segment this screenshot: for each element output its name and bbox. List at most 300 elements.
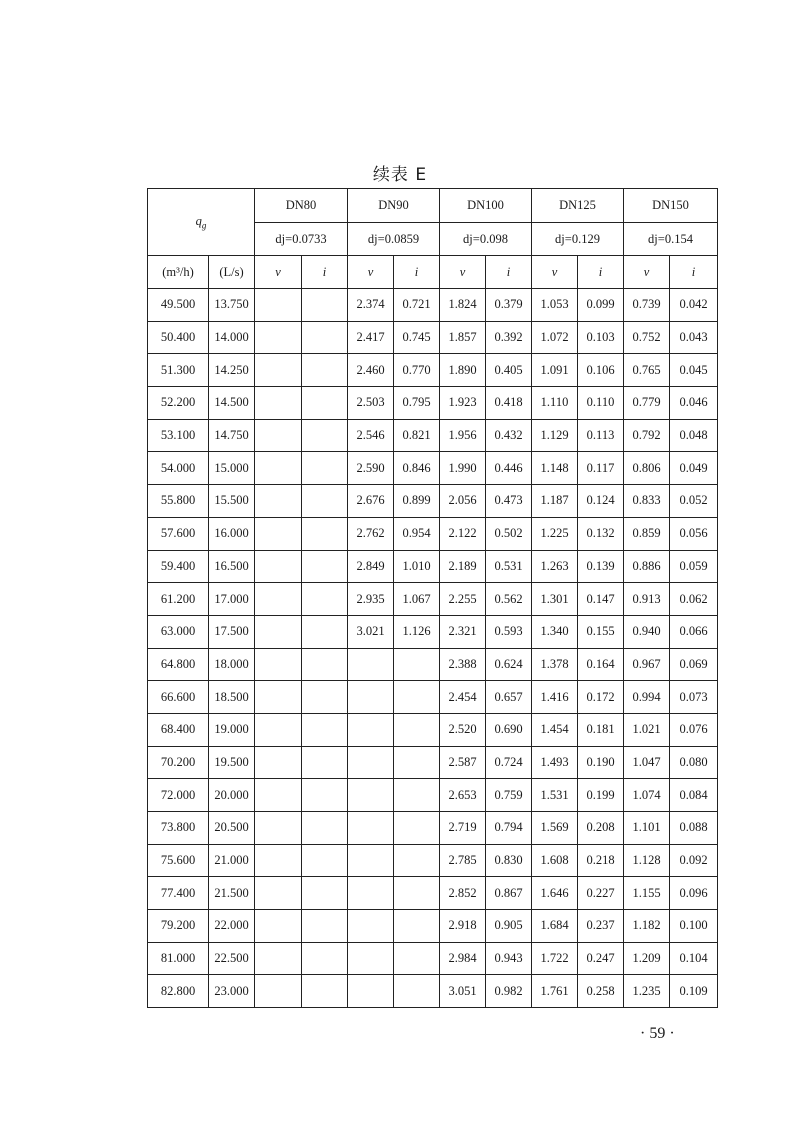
table-body — [148, 289, 718, 1008]
table-cell — [302, 419, 348, 452]
table-cell: 79.200 — [148, 910, 209, 943]
table-cell: 21.000 — [209, 844, 255, 877]
gradient-label: i — [670, 256, 718, 289]
table-row — [148, 942, 718, 975]
table-row — [148, 910, 718, 943]
table-cell — [302, 289, 348, 322]
table-cell: 82.800 — [148, 975, 209, 1008]
table-cell — [348, 779, 394, 812]
table-cell: 64.800 — [148, 648, 209, 681]
table-cell: 0.745 — [394, 321, 440, 354]
table-cell: 1.956 — [440, 419, 486, 452]
table-cell: 0.066 — [670, 615, 718, 648]
table-cell: 0.046 — [670, 387, 718, 420]
table-cell — [302, 615, 348, 648]
table-row — [148, 713, 718, 746]
table-cell: 0.721 — [394, 289, 440, 322]
table-cell — [255, 942, 302, 975]
table-cell: 2.849 — [348, 550, 394, 583]
table-cell: 0.076 — [670, 713, 718, 746]
velocity-label: v — [348, 256, 394, 289]
table-cell: 0.113 — [578, 419, 624, 452]
table-row — [148, 779, 718, 812]
group-diameter: dj=0.0733 — [255, 223, 348, 256]
table-row — [148, 354, 718, 387]
table-cell: 14.000 — [209, 321, 255, 354]
table-cell: 0.770 — [394, 354, 440, 387]
table-cell — [394, 975, 440, 1008]
table-cell: 2.785 — [440, 844, 486, 877]
table-cell: 2.653 — [440, 779, 486, 812]
table-cell: 2.374 — [348, 289, 394, 322]
table-cell — [394, 648, 440, 681]
table-cell: 1.225 — [532, 517, 578, 550]
table-cell: 0.913 — [624, 583, 670, 616]
table-cell: 22.500 — [209, 942, 255, 975]
table-cell — [394, 812, 440, 845]
table-cell: 0.080 — [670, 746, 718, 779]
table-cell: 0.657 — [486, 681, 532, 714]
table-cell: 1.209 — [624, 942, 670, 975]
table-title: 续表 E — [372, 165, 428, 185]
table-cell — [255, 485, 302, 518]
table-cell: 55.800 — [148, 485, 209, 518]
table-cell — [255, 452, 302, 485]
table-cell: 0.048 — [670, 419, 718, 452]
table-cell: 0.042 — [670, 289, 718, 322]
group-diameter: dj=0.154 — [624, 223, 718, 256]
group-diameter: dj=0.129 — [532, 223, 624, 256]
table-cell — [302, 779, 348, 812]
table-cell: 15.000 — [209, 452, 255, 485]
table-cell: 1.340 — [532, 615, 578, 648]
table-cell: 0.099 — [578, 289, 624, 322]
table-cell: 0.104 — [670, 942, 718, 975]
table-cell: 1.722 — [532, 942, 578, 975]
table-cell: 0.208 — [578, 812, 624, 845]
table-cell: 0.258 — [578, 975, 624, 1008]
table-cell — [255, 975, 302, 1008]
table-cell: 0.473 — [486, 485, 532, 518]
table-row — [148, 452, 718, 485]
table-cell: 2.189 — [440, 550, 486, 583]
group-name: DN100 — [440, 189, 532, 223]
table-cell: 2.388 — [440, 648, 486, 681]
table-cell: 51.300 — [148, 354, 209, 387]
table-cell: 0.190 — [578, 746, 624, 779]
velocity-label: v — [255, 256, 302, 289]
table-cell: 0.088 — [670, 812, 718, 845]
table-cell — [394, 713, 440, 746]
table-cell — [348, 648, 394, 681]
gradient-label: i — [578, 256, 624, 289]
table-cell: 1.493 — [532, 746, 578, 779]
table-cell: 0.132 — [578, 517, 624, 550]
table-cell: 1.923 — [440, 387, 486, 420]
group-name: DN80 — [255, 189, 348, 223]
table-cell: 2.460 — [348, 354, 394, 387]
table-cell: 3.021 — [348, 615, 394, 648]
table-cell: 0.943 — [486, 942, 532, 975]
table-cell — [302, 910, 348, 943]
table-row — [148, 648, 718, 681]
table-cell — [255, 812, 302, 845]
table-row — [148, 844, 718, 877]
table-cell: 2.918 — [440, 910, 486, 943]
table-cell: 0.967 — [624, 648, 670, 681]
table-cell: 73.800 — [148, 812, 209, 845]
table-cell: 0.690 — [486, 713, 532, 746]
table-cell: 21.500 — [209, 877, 255, 910]
table-cell: 0.806 — [624, 452, 670, 485]
table-cell: 52.200 — [148, 387, 209, 420]
table-cell — [302, 354, 348, 387]
table-cell: 20.500 — [209, 812, 255, 845]
table-cell: 0.830 — [486, 844, 532, 877]
table-cell: 0.110 — [578, 387, 624, 420]
table-row — [148, 419, 718, 452]
table-cell: 19.000 — [209, 713, 255, 746]
table-cell: 2.056 — [440, 485, 486, 518]
table-cell: 0.405 — [486, 354, 532, 387]
table-cell: 1.569 — [532, 812, 578, 845]
flow-symbol: $q_g$ — [195, 213, 207, 231]
table-cell: 0.092 — [670, 844, 718, 877]
table-cell: 0.096 — [670, 877, 718, 910]
table-cell: 0.181 — [578, 713, 624, 746]
table-cell: 0.779 — [624, 387, 670, 420]
table-cell: 57.600 — [148, 517, 209, 550]
table-cell: 0.164 — [578, 648, 624, 681]
table-cell: 1.187 — [532, 485, 578, 518]
table-cell: 2.122 — [440, 517, 486, 550]
table-cell — [302, 452, 348, 485]
table-cell: 0.833 — [624, 485, 670, 518]
table-cell — [348, 746, 394, 779]
table-cell — [348, 812, 394, 845]
table-cell — [348, 713, 394, 746]
table-cell: 0.069 — [670, 648, 718, 681]
table-cell — [302, 583, 348, 616]
table-cell: 0.752 — [624, 321, 670, 354]
table-cell — [348, 681, 394, 714]
table-cell: 0.045 — [670, 354, 718, 387]
table-cell: 2.852 — [440, 877, 486, 910]
table-cell: 18.500 — [209, 681, 255, 714]
table-cell: 0.056 — [670, 517, 718, 550]
table-cell — [302, 844, 348, 877]
table-cell: 1.416 — [532, 681, 578, 714]
table-cell — [255, 419, 302, 452]
table-row — [148, 321, 718, 354]
table-cell — [302, 812, 348, 845]
table-cell: 77.400 — [148, 877, 209, 910]
table-cell: 2.503 — [348, 387, 394, 420]
table-row — [148, 583, 718, 616]
table-cell — [302, 321, 348, 354]
group-name: DN150 — [624, 189, 718, 223]
table-cell — [348, 910, 394, 943]
gradient-label: i — [394, 256, 440, 289]
table-cell — [348, 877, 394, 910]
table-cell: 15.500 — [209, 485, 255, 518]
table-cell: 0.954 — [394, 517, 440, 550]
table-cell: 1.067 — [394, 583, 440, 616]
table-cell — [348, 975, 394, 1008]
table-cell: 0.124 — [578, 485, 624, 518]
table-cell: 0.899 — [394, 485, 440, 518]
table-cell: 59.400 — [148, 550, 209, 583]
table-cell — [255, 289, 302, 322]
table-cell: 1.182 — [624, 910, 670, 943]
table-cell: 63.000 — [148, 615, 209, 648]
table-cell — [302, 713, 348, 746]
table-cell — [302, 517, 348, 550]
table-cell: 1.378 — [532, 648, 578, 681]
table-cell: 0.982 — [486, 975, 532, 1008]
table-cell — [348, 942, 394, 975]
page-number: · 59 · — [640, 1025, 675, 1042]
table-cell — [255, 910, 302, 943]
table-cell: 0.155 — [578, 615, 624, 648]
table-cell: 66.600 — [148, 681, 209, 714]
table-row — [148, 289, 718, 322]
velocity-label: v — [440, 256, 486, 289]
table-cell: 20.000 — [209, 779, 255, 812]
table-cell: 0.237 — [578, 910, 624, 943]
table-cell: 0.562 — [486, 583, 532, 616]
table-cell — [255, 354, 302, 387]
table-cell — [302, 942, 348, 975]
table-cell: 0.795 — [394, 387, 440, 420]
table-cell: 1.047 — [624, 746, 670, 779]
table-cell: 18.000 — [209, 648, 255, 681]
table-cell: 49.500 — [148, 289, 209, 322]
table-cell: 1.824 — [440, 289, 486, 322]
table-cell: 0.502 — [486, 517, 532, 550]
table-cell: 0.139 — [578, 550, 624, 583]
table-cell: 14.250 — [209, 354, 255, 387]
table-cell: 14.750 — [209, 419, 255, 452]
table-cell: 2.255 — [440, 583, 486, 616]
table-cell: 61.200 — [148, 583, 209, 616]
table-cell: 2.762 — [348, 517, 394, 550]
table-cell: 0.227 — [578, 877, 624, 910]
table-cell: 1.761 — [532, 975, 578, 1008]
table-cell — [255, 681, 302, 714]
table-cell: 1.531 — [532, 779, 578, 812]
table-cell: 1.053 — [532, 289, 578, 322]
table-cell — [302, 877, 348, 910]
table-cell — [255, 844, 302, 877]
table-cell: 1.454 — [532, 713, 578, 746]
table-cell: 0.418 — [486, 387, 532, 420]
table-cell: 0.905 — [486, 910, 532, 943]
table-cell: 54.000 — [148, 452, 209, 485]
table-row — [148, 975, 718, 1008]
table-cell: 0.100 — [670, 910, 718, 943]
table-cell — [255, 583, 302, 616]
table-cell: 0.593 — [486, 615, 532, 648]
table-cell — [394, 844, 440, 877]
table-cell: 0.103 — [578, 321, 624, 354]
table-cell: 0.432 — [486, 419, 532, 452]
table-cell: 1.148 — [532, 452, 578, 485]
table-cell — [394, 877, 440, 910]
table-cell: 0.792 — [624, 419, 670, 452]
table-cell: 2.454 — [440, 681, 486, 714]
table-cell: 1.235 — [624, 975, 670, 1008]
table-cell: 23.000 — [209, 975, 255, 1008]
table-cell: 0.052 — [670, 485, 718, 518]
table-cell: 0.724 — [486, 746, 532, 779]
table-cell: 1.155 — [624, 877, 670, 910]
table-cell: 3.051 — [440, 975, 486, 1008]
table-cell: 72.000 — [148, 779, 209, 812]
table-cell — [302, 746, 348, 779]
table-row — [148, 681, 718, 714]
table-cell: 1.608 — [532, 844, 578, 877]
table-cell: 0.117 — [578, 452, 624, 485]
table-cell: 2.587 — [440, 746, 486, 779]
group-name: DN125 — [532, 189, 624, 223]
table-cell: 19.500 — [209, 746, 255, 779]
table-cell: 16.500 — [209, 550, 255, 583]
table-cell: 0.624 — [486, 648, 532, 681]
table-row — [148, 387, 718, 420]
table-cell: 0.859 — [624, 517, 670, 550]
table-cell: 0.446 — [486, 452, 532, 485]
table-cell: 0.084 — [670, 779, 718, 812]
table-cell — [255, 517, 302, 550]
table-cell: 0.172 — [578, 681, 624, 714]
table-row — [148, 485, 718, 518]
flow-velocity-table — [147, 188, 718, 1008]
table-cell: 0.886 — [624, 550, 670, 583]
table-cell: 2.676 — [348, 485, 394, 518]
table-cell: 16.000 — [209, 517, 255, 550]
table-cell: 13.750 — [209, 289, 255, 322]
table-cell — [255, 648, 302, 681]
table-cell: 0.759 — [486, 779, 532, 812]
table-cell: 0.049 — [670, 452, 718, 485]
unit-m3h: (m³/h) — [148, 256, 209, 289]
table-cell: 0.073 — [670, 681, 718, 714]
table-cell: 2.984 — [440, 942, 486, 975]
table-cell: 22.000 — [209, 910, 255, 943]
table-cell — [255, 550, 302, 583]
table-cell: 1.010 — [394, 550, 440, 583]
table-cell — [255, 387, 302, 420]
table-cell: 0.940 — [624, 615, 670, 648]
table-row — [148, 615, 718, 648]
table-cell: 14.500 — [209, 387, 255, 420]
table-cell: 1.126 — [394, 615, 440, 648]
table-cell: 0.218 — [578, 844, 624, 877]
table-cell: 2.417 — [348, 321, 394, 354]
table-cell: 1.128 — [624, 844, 670, 877]
table-cell: 75.600 — [148, 844, 209, 877]
velocity-label: v — [532, 256, 578, 289]
table-cell: 2.546 — [348, 419, 394, 452]
gradient-label: i — [486, 256, 532, 289]
table-cell: 0.106 — [578, 354, 624, 387]
table-cell: 2.590 — [348, 452, 394, 485]
table-cell: 1.646 — [532, 877, 578, 910]
group-diameter: dj=0.0859 — [348, 223, 440, 256]
table-cell — [394, 779, 440, 812]
table-cell: 0.379 — [486, 289, 532, 322]
table-cell — [394, 942, 440, 975]
table-cell: 50.400 — [148, 321, 209, 354]
table-cell: 68.400 — [148, 713, 209, 746]
table-cell: 1.263 — [532, 550, 578, 583]
table-cell: 70.200 — [148, 746, 209, 779]
table-cell: 2.321 — [440, 615, 486, 648]
table-row — [148, 550, 718, 583]
table-cell: 1.129 — [532, 419, 578, 452]
table-cell: 1.074 — [624, 779, 670, 812]
table-cell — [302, 681, 348, 714]
table-cell: 1.021 — [624, 713, 670, 746]
group-name: DN90 — [348, 189, 440, 223]
table-cell: 17.000 — [209, 583, 255, 616]
table-cell: 1.301 — [532, 583, 578, 616]
table-cell — [255, 746, 302, 779]
table-cell: 53.100 — [148, 419, 209, 452]
table-cell — [348, 844, 394, 877]
table-cell — [255, 877, 302, 910]
table-cell: 0.043 — [670, 321, 718, 354]
table-cell — [394, 746, 440, 779]
table-cell: 1.990 — [440, 452, 486, 485]
table-cell: 1.857 — [440, 321, 486, 354]
unit-ls: (L/s) — [209, 256, 255, 289]
table-cell — [302, 485, 348, 518]
table-cell: 0.531 — [486, 550, 532, 583]
table-cell: 0.739 — [624, 289, 670, 322]
table-cell: 2.935 — [348, 583, 394, 616]
velocity-label: v — [624, 256, 670, 289]
table-row — [148, 877, 718, 910]
table-cell — [302, 975, 348, 1008]
table-cell: 1.101 — [624, 812, 670, 845]
table-cell — [255, 615, 302, 648]
table-cell: 1.684 — [532, 910, 578, 943]
table-cell — [394, 910, 440, 943]
group-diameter: dj=0.098 — [440, 223, 532, 256]
table-cell: 0.994 — [624, 681, 670, 714]
table-cell: 0.765 — [624, 354, 670, 387]
table-cell: 1.091 — [532, 354, 578, 387]
table-cell: 0.199 — [578, 779, 624, 812]
table-cell: 81.000 — [148, 942, 209, 975]
gradient-label: i — [302, 256, 348, 289]
table-cell: 17.500 — [209, 615, 255, 648]
table-cell: 0.059 — [670, 550, 718, 583]
flow-header-cell — [148, 189, 255, 256]
table-cell — [394, 681, 440, 714]
table-cell — [255, 713, 302, 746]
table-cell: 0.846 — [394, 452, 440, 485]
table-cell — [302, 550, 348, 583]
table-cell: 1.890 — [440, 354, 486, 387]
table-cell: 1.072 — [532, 321, 578, 354]
table-cell: 0.821 — [394, 419, 440, 452]
table-cell: 1.110 — [532, 387, 578, 420]
table-cell: 2.520 — [440, 713, 486, 746]
table-cell — [255, 779, 302, 812]
